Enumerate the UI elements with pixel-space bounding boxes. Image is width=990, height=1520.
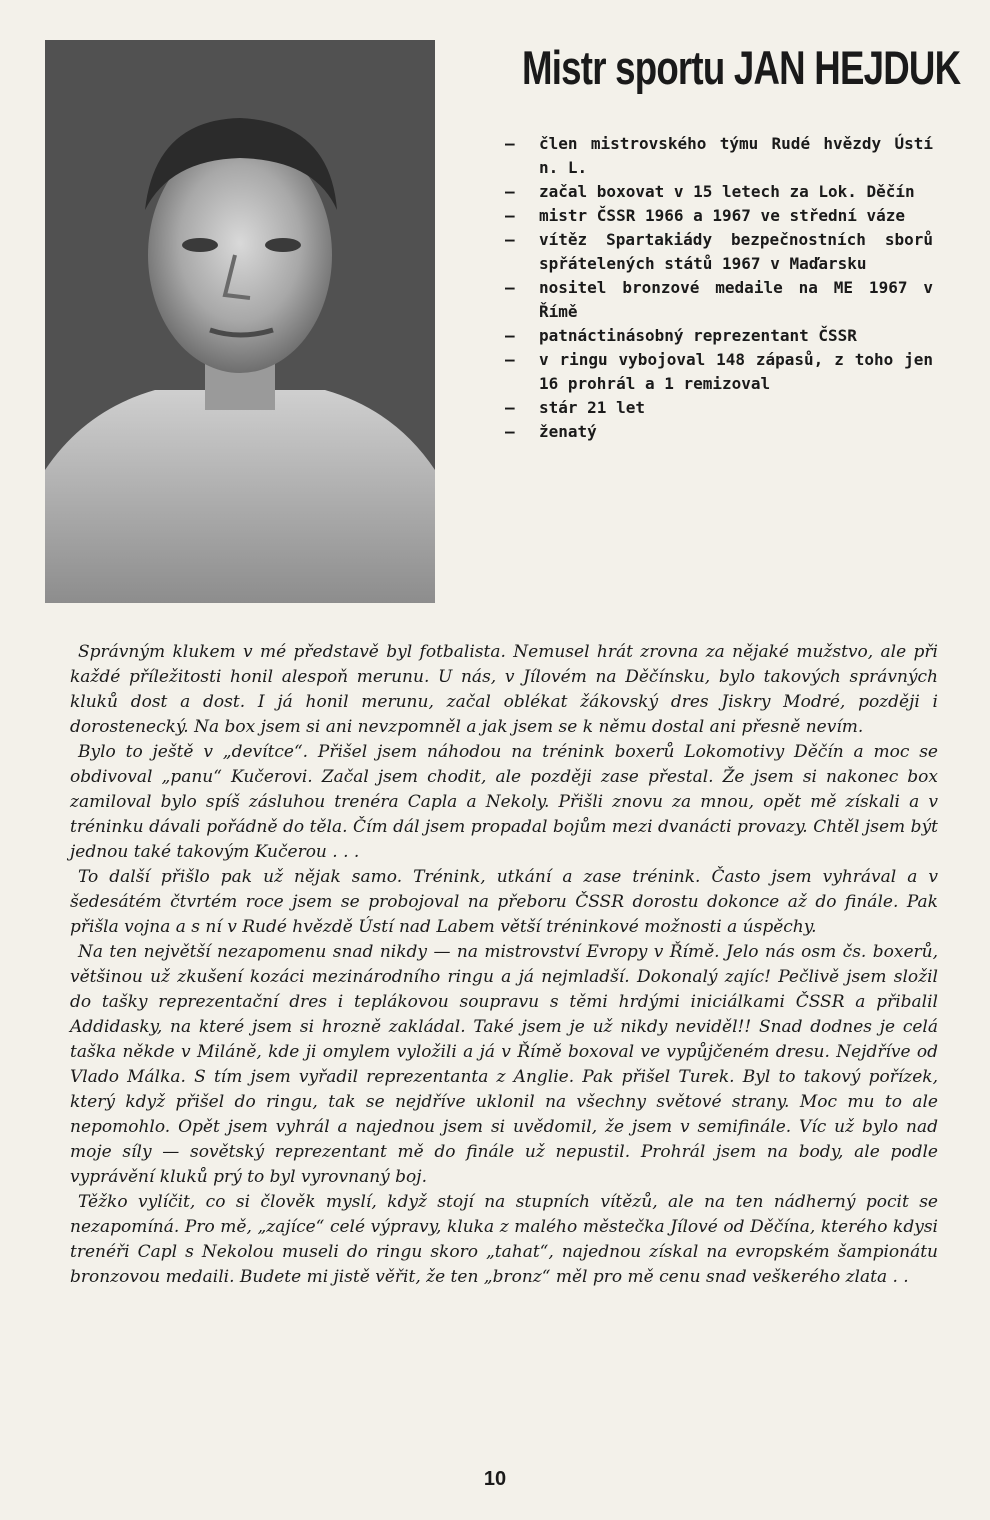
list-item: — začal boxovat v 15 letech za Lok. Děčín [505, 180, 933, 204]
page-title: Mistr sportu JAN HEJDUK [522, 41, 961, 94]
fact-text: v ringu vybojoval 148 zápasů, z toho jen 16 prohrál a 1 remizoval [539, 350, 933, 393]
list-item: — člen mistrovského týmu Rudé hvězdy Ústí n. L. [505, 132, 933, 180]
list-item: — nositel bronzové medaile na ME 1967 v Římě [505, 276, 933, 324]
fact-text: ženatý [539, 422, 597, 441]
article-paragraph: Těžko vylíčit, co si člověk myslí, když stojí na stupních vítězů, ale na ten nádherný pocit se nezapomíná. Pro mě, „zajíce“ celé výpravy, kluka z malého městečka Jílové od Děčína, kterého kdysi trenéři Capl s Nekolou museli do ringu skoro „tahat“, najednou získal na evropském šampionátu bronzovou medaili. Budete mi jistě věřit, že ten „bronz“ měl pro mě cenu snad veškerého zlata . . [70, 1192, 938, 1287]
article-paragraph: Bylo to ještě v „devítce“. Přišel jsem náhodou na trénink boxerů Lokomotivy Děčín a moc se obdivoval „panu“ Kučerovi. Začal jsem chodit, ale později zase přestal. Že jsem si nakonec box zamiloval bylo spíš zásluhou trenéra Capla a Nekoly. Přišli znovu za mnou, opět mě získali a v tréninku dávali pořádně do těla. Čím dál jsem propadal bojům mezi dvanácti provazy. Chtěl jsem být jednou také takovým Kučerou . . . [70, 742, 938, 862]
list-item: — ženatý [505, 420, 933, 444]
page-number: 10 [483, 1468, 507, 1490]
list-item: — vítěz Spartakiády bezpečnostních sborů spřátelených států 1967 v Maďarsku [505, 228, 933, 276]
list-item: — v ringu vybojoval 148 zápasů, z toho jen 16 prohrál a 1 remizoval [505, 348, 933, 396]
list-item: — patnáctinásobný reprezentant ČSSR [505, 324, 933, 348]
article-paragraph: Správným klukem v mé představě byl fotbalista. Nemusel hrát zrovna za nějaké mužstvo, ale při každé příležitosti honil alespoň merunu. U nás, v Jílovém na Děčínsku, bylo takových správných kluků dost a dost. I já honil merunu, začal oblékat žákovský dres Jiskry Modré, později i dorostenecký. Na box jsem si ani nevzpomněl a jak jsem se k němu dostal ani přesně nevím. [70, 642, 938, 737]
fact-text: mistr ČSSR 1966 a 1967 ve střední váze [539, 206, 906, 225]
article-paragraph: To další přišlo pak už nějak samo. Trénink, utkání a zase trénink. Často jsem vyhrával a v šedesátém čtvrtém roce jsem se probojoval na přeboru ČSSR dorostu dokonce až do finále. Pak přišla vojna a s ní v Rudé hvězdě Ústí nad Labem větší tréninkové možnosti a úspěchy. [70, 867, 938, 937]
portrait-photo [45, 40, 435, 603]
fact-text: stár 21 let [539, 398, 645, 417]
list-item: — stár 21 let [505, 396, 933, 420]
fact-text: člen mistrovského týmu Rudé hvězdy Ústí n. L. [539, 134, 933, 177]
article-paragraph: Na ten největší nezapomenu snad nikdy — na mistrovství Evropy v Římě. Jelo nás osm čs. boxerů, většinou už zkušení kozáci mezinárodního ringu a já nejmladší. Dokonalý zajíc! Pečlivě jsem složil do tašky reprezentační dres i teplákovou soupravu s těmi hrdými iniciálkami ČSSR a přibalil Addidasky, na které jsem si hrozně zakládal. Také jsem je už nikdy neviděl!! Snad dodnes je celá taška někde v Miláně, kde ji omylem vyložili a já v Římě boxoval ve vypůjčeném dresu. Nejdříve od Vlado Málka. S tím jsem vyřadil reprezentanta z Anglie. Pak přišel Turek. Byl to takový pořízek, který když přišel do ringu, tak se nejdříve uklonil na všechny světové strany. Moc mu to ale nepomohlo. Opět jsem vyhrál a najednou jsem si uvědomil, že jsem v semifinále. Víc už bylo nad moje síly — sovětský reprezentant mě do finále už nepustil. Prohrál jsem na body, ale podle vyprávění kluků prý to byl vyrovnaný boj. [70, 942, 938, 1187]
portrait-illustration [45, 40, 435, 603]
article-body [70, 640, 938, 1290]
fact-text: začal boxovat v 15 letech za Lok. Děčín [539, 182, 915, 201]
fact-text: nositel bronzové medaile na ME 1967 v Římě [539, 278, 933, 321]
facts-list [505, 132, 933, 444]
fact-text: patnáctinásobný reprezentant ČSSR [539, 326, 857, 345]
fact-text: vítěz Spartakiády bezpečnostních sborů spřátelených států 1967 v Maďarsku [539, 230, 933, 273]
list-item: — mistr ČSSR 1966 a 1967 ve střední váze [505, 204, 933, 228]
